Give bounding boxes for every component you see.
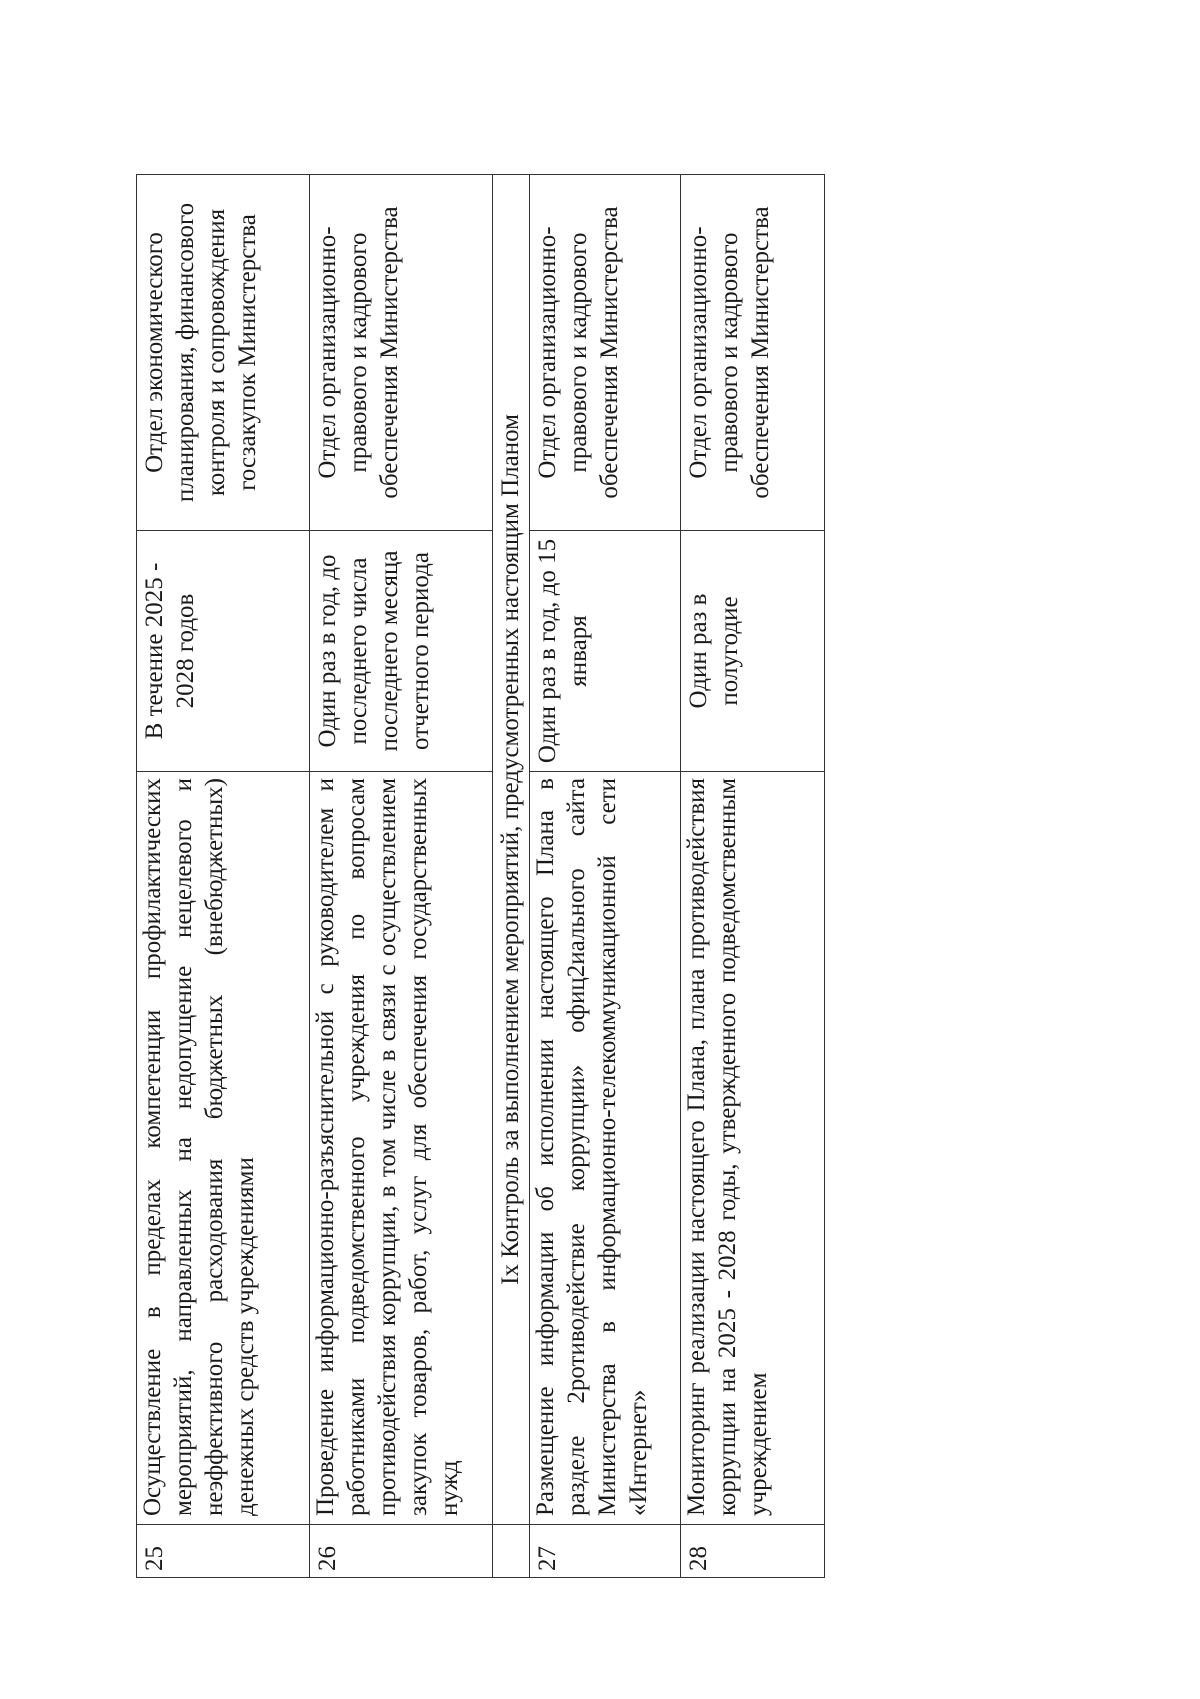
deadline-cell: Один раз в год, до 15 января — [530, 531, 681, 772]
row-number: 26 — [310, 1525, 493, 1578]
section-title: Iх Контроль за выполнением мероприятий, предусмотренных настоящим Планом — [493, 175, 530, 1525]
table-row — [137, 175, 310, 1578]
row-number: 25 — [137, 1525, 310, 1578]
row-number: 27 — [530, 1525, 681, 1578]
measure-description: Размещение информации об исполнении настоящего Плана в разделе 2ротиводействие коррупции» офиц2иального сайта Министерства в информационно-телекоммуникационной сети «Интернет» — [530, 772, 681, 1525]
responsible-cell: Отдел организационно-правового и кадрового обеспечения Министерства — [530, 175, 681, 531]
section-header-row — [493, 175, 530, 1578]
section-number-cell — [493, 1525, 530, 1578]
measure-description: Мониторинг реализации настоящего Плана, плана противодействия коррупции на 2025 - 2028 годы, утвержденного подведомственным учреждением — [681, 772, 825, 1525]
deadline-cell: Один раз в полугодие — [681, 531, 825, 772]
table-row — [310, 175, 493, 1578]
measure-description: Осуществление в пределах компетенции профилактических мероприятий, направленных на недопущение нецелевого и неэффективного расходования бюджетных (внебюджетных) денежных средств учреждениями — [137, 772, 310, 1525]
rotated-table-container — [136, 174, 823, 1578]
table-row — [530, 175, 681, 1578]
responsible-cell: Отдел организационно-правового и кадрового обеспечения Министерства — [310, 175, 493, 531]
deadline-cell: В течение 2025 - 2028 годов — [137, 531, 310, 772]
deadline-cell: Один раз в год, до последнего числа последнего месяца отчетного периода — [310, 531, 493, 772]
plan-table — [136, 174, 825, 1578]
measure-description: Проведение информационно-разъяснительной с руководителем и работниками подведомственного учреждения по вопросам противодействия коррупции, в том числе в связи с осуществлением закупок товаров, работ, услуг для обеспечения государственных нужд — [310, 772, 493, 1525]
responsible-cell: Отдел экономического планирования, финансового контроля и сопровождения госзакупок Министерства — [137, 175, 310, 531]
responsible-cell: Отдел организационно-правового и кадрового обеспечения Министерства — [681, 175, 825, 531]
row-number: 28 — [681, 1525, 825, 1578]
table-row — [681, 175, 825, 1578]
